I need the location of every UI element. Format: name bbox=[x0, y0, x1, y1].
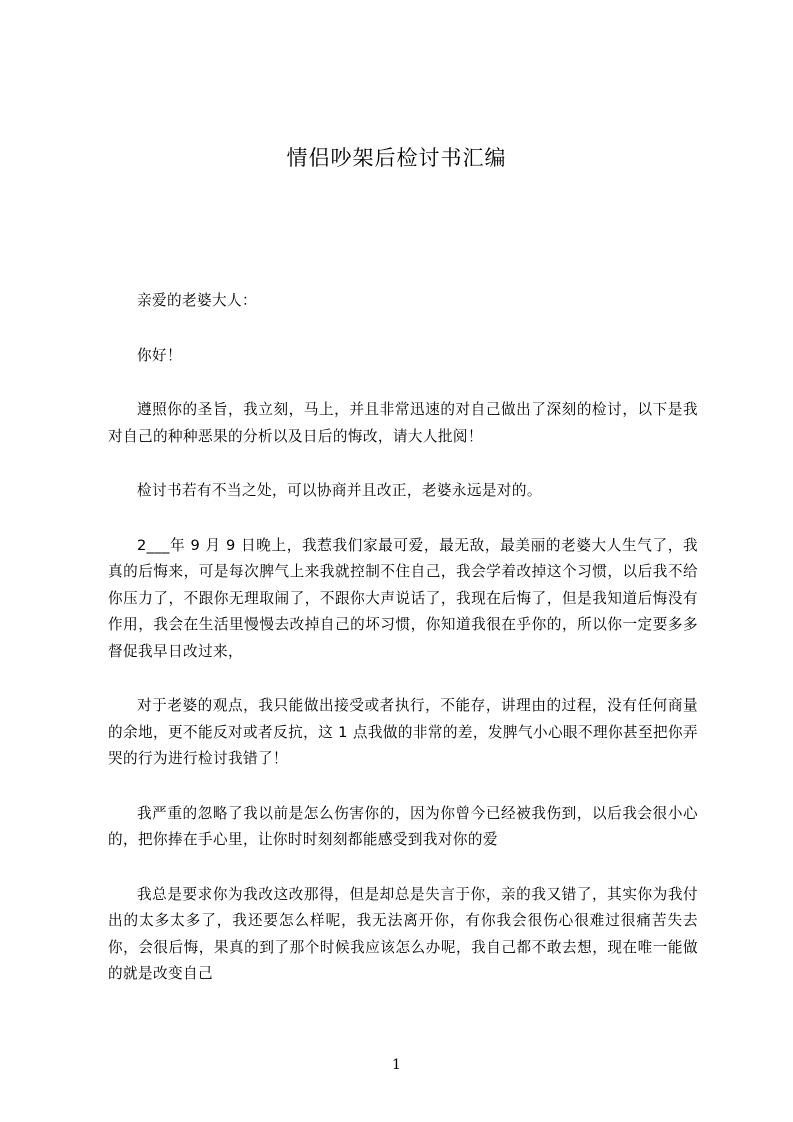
document-body bbox=[108, 288, 698, 1016]
document-title: 情侣吵架后检讨书汇编 bbox=[286, 146, 507, 170]
body-paragraph: 我总是要求你为我改这改那得，但是却总是失言于你，亲的我又错了，其实你为我付出的太多太多了，我还要怎么样呢，我无法离开你，有你我会很伤心很难过很痛苦失去你，会很后悔，果真的到了那个时候我应该怎么办呢，我自己都不敢去想，现在唯一能做的就是改变自己 bbox=[108, 885, 698, 982]
body-paragraph: 检讨书若有不当之处，可以协商并且改正，老婆永远是对的。 bbox=[137, 482, 542, 499]
page-number: 1 bbox=[392, 1057, 401, 1073]
body-paragraph: 2___年 9 月 9 日晚上，我惹我们家最可爱，最无敌，最美丽的老婆大人生气了，我真的后悔来，可是每次脾气上来我就控制不住自己，我会学着改掉这个习惯，以后我不给你压力了，不跟你无理取闹了，不跟你大声说话了，我现在后悔了，但是我知道后悔没有作用，我会在生活里慢慢去改掉自己的坏习惯，你知道我很在乎你的，所以你一定要多多督促我早日改过来， bbox=[108, 536, 698, 660]
body-paragraph: 遵照你的圣旨，我立刻，马上，并且非常迅速的对自己做出了深刻的检讨，以下是我对自己的种种恶果的分析以及日后的悔改，请大人批阅！ bbox=[108, 401, 698, 445]
body-paragraph: 我严重的忽略了我以前是怎么伤害你的，因为你曾今已经被我伤到，以后我会很小心的，把你捧在手心里，让你时时刻刻都能感受到我对你的爱 bbox=[108, 804, 698, 848]
salutation-paragraph: 你好！ bbox=[137, 346, 182, 364]
body-paragraph: 对于老婆的观点，我只能做出接受或者执行，不能存，讲理由的过程，没有任何商量的余地，更不能反对或者反抗，这 1 点我做的非常的差，发脾气小心眼不理你甚至把你弄哭的行为进行检讨我错了！ bbox=[108, 697, 698, 767]
greeting-paragraph: 亲爱的老婆大人： bbox=[137, 292, 257, 309]
